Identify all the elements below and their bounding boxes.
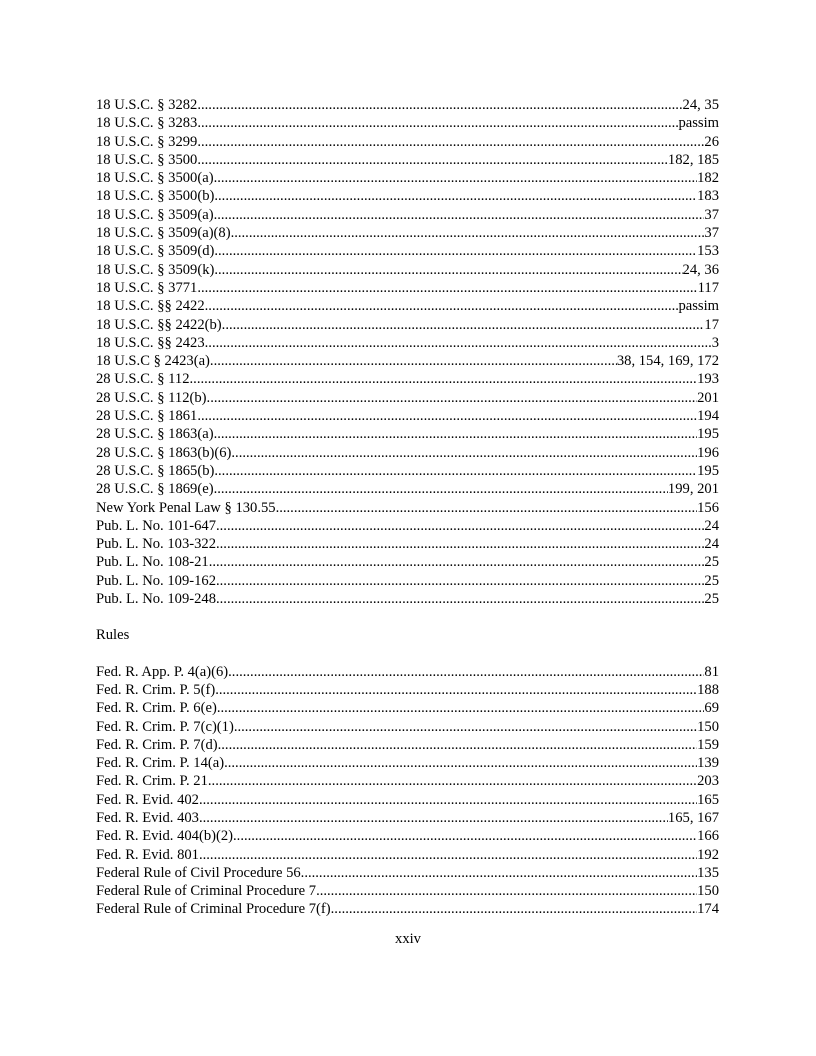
page-number: xxiv [395, 931, 421, 947]
authority-pages: 26 [704, 133, 719, 150]
dot-leader [224, 754, 697, 772]
authority-citation: Pub. L. No. 101-647 [96, 517, 216, 534]
authority-pages: 188 [697, 681, 719, 698]
authority-entry [96, 206, 719, 224]
authority-citation: 28 U.S.C. § 1869(e) [96, 481, 214, 498]
dot-leader [210, 352, 617, 370]
authority-pages: 159 [697, 736, 719, 753]
authority-entry [96, 370, 719, 388]
authority-citation: Fed. R. Crim. P. 14(a) [96, 755, 225, 772]
dot-leader [301, 864, 697, 882]
authority-entry [96, 864, 719, 882]
dot-leader [231, 444, 697, 462]
dot-leader [199, 809, 668, 827]
authority-pages: passim [678, 115, 719, 132]
authority-pages: 153 [697, 243, 719, 260]
dot-leader [222, 316, 705, 334]
authority-entry [96, 772, 719, 790]
authority-entry [96, 827, 719, 845]
authority-entry [96, 334, 719, 352]
authority-citation: Fed. R. Evid. 403 [96, 809, 199, 826]
authority-pages: 174 [697, 901, 719, 918]
authority-entry [96, 535, 719, 553]
dot-leader [197, 114, 678, 132]
authority-entry [96, 187, 719, 205]
dot-leader [197, 279, 697, 297]
dot-leader [205, 334, 712, 352]
authority-entry [96, 736, 719, 754]
authority-entry [96, 151, 719, 169]
dot-leader [197, 407, 697, 425]
dot-leader [214, 169, 698, 187]
authority-entry [96, 261, 719, 279]
authority-citation: Fed. R. Evid. 801 [96, 846, 199, 863]
authority-entry [96, 96, 719, 114]
authority-entry [96, 444, 719, 462]
authority-entry [96, 279, 719, 297]
dot-leader [207, 389, 698, 407]
authority-entry [96, 791, 719, 809]
authority-citation: New York Penal Law § 130.55 [96, 499, 276, 516]
authority-pages: 135 [697, 864, 719, 881]
authority-entry [96, 462, 719, 480]
dot-leader [276, 499, 698, 517]
authority-entry [96, 754, 719, 772]
authority-pages: 196 [697, 444, 719, 461]
authority-pages: 38, 154, 169, 172 [616, 353, 719, 370]
authority-pages: 183 [697, 188, 719, 205]
authority-pages: 150 [697, 883, 719, 900]
authority-citation: Fed. R. Crim. P. 6(e) [96, 700, 217, 717]
authority-pages: 3 [711, 334, 719, 351]
dot-leader [316, 882, 697, 900]
dot-leader [216, 517, 704, 535]
authority-entry [96, 224, 719, 242]
rules-list [96, 663, 719, 919]
authority-entry [96, 389, 719, 407]
authority-citation: Pub. L. No. 109-162 [96, 572, 216, 589]
dot-leader [205, 297, 679, 315]
authority-pages: 203 [697, 773, 719, 790]
authority-entry [96, 517, 719, 535]
authority-pages: 25 [704, 572, 719, 589]
authority-pages: 166 [697, 828, 719, 845]
authority-pages: 24, 36 [682, 261, 719, 278]
dot-leader [190, 370, 698, 388]
authority-citation: Fed. R. Crim. P. 7(c)(1) [96, 718, 234, 735]
authority-citation: 18 U.S.C. § 3771 [96, 279, 198, 296]
dot-leader [214, 261, 682, 279]
authority-citation: 28 U.S.C. § 1863(a) [96, 426, 214, 443]
authority-entry [96, 846, 719, 864]
dot-leader [214, 462, 697, 480]
authority-entry [96, 352, 719, 370]
authority-entry [96, 663, 719, 681]
authority-pages: 193 [697, 371, 719, 388]
authority-citation: 18 U.S.C. § 3500(b) [96, 188, 215, 205]
authority-citation: 28 U.S.C. § 112 [96, 371, 190, 388]
authority-citation: 18 U.S.C. § 3509(a) [96, 206, 214, 223]
dot-leader [233, 827, 697, 845]
authority-citation: Pub. L. No. 108-21 [96, 554, 209, 571]
dot-leader [218, 736, 697, 754]
authority-entry [96, 169, 719, 187]
authority-citation: 28 U.S.C. § 1861 [96, 408, 198, 425]
dot-leader [234, 718, 697, 736]
dot-leader [214, 480, 668, 498]
authority-pages: 25 [704, 554, 719, 571]
dot-leader [215, 681, 697, 699]
authority-pages: 24 [704, 517, 719, 534]
authority-pages: 192 [697, 846, 719, 863]
dot-leader [331, 900, 697, 918]
authority-citation: Fed. R. Evid. 404(b)(2) [96, 828, 234, 845]
authority-pages: 195 [697, 462, 719, 479]
dot-leader [214, 206, 705, 224]
authority-pages: passim [678, 298, 719, 315]
authority-pages: 165 [697, 791, 719, 808]
dot-leader [231, 224, 705, 242]
dot-leader [214, 425, 698, 443]
authority-entry [96, 499, 719, 517]
authority-pages: 37 [704, 225, 719, 242]
authority-pages: 195 [697, 426, 719, 443]
authority-pages: 37 [704, 206, 719, 223]
authority-pages: 81 [704, 663, 719, 680]
authority-entry [96, 699, 719, 717]
authority-entry [96, 572, 719, 590]
authority-citation: 18 U.S.C. § 3283 [96, 115, 198, 132]
dot-leader [214, 187, 697, 205]
authority-entry [96, 553, 719, 571]
authority-citation: 18 U.S.C. §§ 2423 [96, 334, 205, 351]
authorities-table [96, 96, 719, 919]
authority-pages: 182, 185 [667, 151, 719, 168]
authority-entry [96, 316, 719, 334]
rules-heading: Rules [96, 627, 130, 644]
authority-citation: Fed. R. Evid. 402 [96, 791, 199, 808]
authority-citation: 18 U.S.C. § 3509(a)(8) [96, 225, 231, 242]
dot-leader [208, 772, 697, 790]
authority-entry [96, 590, 719, 608]
authority-entry [96, 480, 719, 498]
authority-citation: 28 U.S.C. § 1863(b)(6) [96, 444, 232, 461]
authority-citation: Federal Rule of Criminal Procedure 7(f) [96, 901, 331, 918]
authority-pages: 24, 35 [682, 97, 719, 113]
authority-entry [96, 133, 719, 151]
authority-citation: Federal Rule of Civil Procedure 56 [96, 864, 301, 881]
authority-entry [96, 809, 719, 827]
authority-entry [96, 114, 719, 132]
authority-entry [96, 297, 719, 315]
dot-leader [197, 96, 682, 114]
authority-pages: 201 [697, 389, 719, 406]
dot-leader [216, 590, 704, 608]
dot-leader [197, 133, 704, 151]
dot-leader [199, 846, 697, 864]
authority-entry [96, 407, 719, 425]
authority-citation: 18 U.S.C. §§ 2422 [96, 298, 205, 315]
statutes-list [96, 96, 719, 608]
authority-pages: 117 [697, 279, 719, 296]
authority-pages: 17 [704, 316, 719, 333]
dot-leader [216, 535, 704, 553]
authority-pages: 182 [697, 170, 719, 187]
dot-leader [197, 151, 668, 169]
authority-entry [96, 882, 719, 900]
authority-pages: 150 [697, 718, 719, 735]
dot-leader [216, 572, 704, 590]
authority-citation: Fed. R. Crim. P. 5(f) [96, 681, 216, 698]
authority-citation: 18 U.S.C. § 3500 [96, 151, 198, 168]
authority-entry [96, 425, 719, 443]
authority-pages: 24 [704, 536, 719, 553]
authority-citation: 18 U.S.C. § 3282 [96, 97, 198, 113]
authority-citation: 28 U.S.C. § 112(b) [96, 389, 207, 406]
authority-citation: 18 U.S.C § 2423(a) [96, 353, 210, 370]
authority-pages: 199, 201 [667, 481, 719, 498]
authority-pages: 156 [697, 499, 719, 516]
dot-leader [228, 663, 704, 681]
authority-citation: 18 U.S.C. §§ 2422(b) [96, 316, 222, 333]
dot-leader [217, 699, 705, 717]
dot-leader [199, 791, 697, 809]
authority-citation: Fed. R. Crim. P. 7(d) [96, 736, 218, 753]
authority-entry [96, 718, 719, 736]
authority-citation: Pub. L. No. 103-322 [96, 536, 216, 553]
authority-pages: 165, 167 [667, 809, 719, 826]
authority-pages: 139 [697, 755, 719, 772]
authority-pages: 194 [697, 408, 719, 425]
authority-citation: Pub. L. No. 109-248 [96, 591, 216, 608]
authority-entry [96, 681, 719, 699]
authority-citation: Federal Rule of Criminal Procedure 7 [96, 883, 317, 900]
authority-citation: Fed. R. Crim. P. 21 [96, 773, 208, 790]
authority-citation: 18 U.S.C. § 3500(a) [96, 170, 214, 187]
authority-citation: 18 U.S.C. § 3509(k) [96, 261, 215, 278]
authority-entry [96, 242, 719, 260]
authority-pages: 25 [704, 591, 719, 608]
dot-leader [214, 242, 697, 260]
authority-citation: 18 U.S.C. § 3299 [96, 133, 198, 150]
authority-pages: 69 [704, 700, 719, 717]
dot-leader [209, 553, 705, 571]
authority-citation: 18 U.S.C. § 3509(d) [96, 243, 215, 260]
authority-citation: 28 U.S.C. § 1865(b) [96, 462, 215, 479]
authority-entry [96, 900, 719, 918]
authority-citation: Fed. R. App. P. 4(a)(6) [96, 663, 229, 680]
